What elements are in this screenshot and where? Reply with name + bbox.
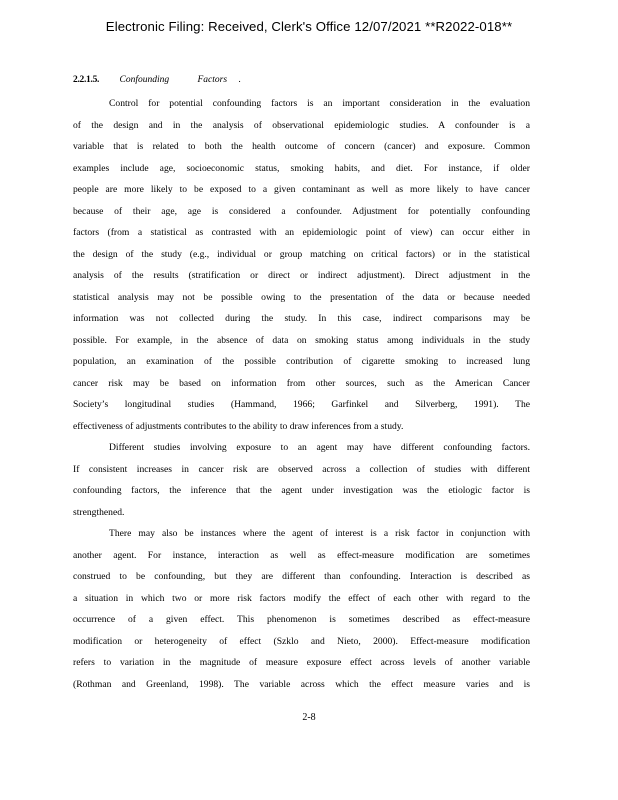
text-line: the design of the study (e.g., individual or group matching on critical factors) or in the statistical (73, 248, 530, 260)
text-line: analysis of the results (stratification or direct or indirect adjustment). Direct adjustment in the (73, 270, 530, 281)
text-line: another agent. For instance, interaction as well as effect-measure modification are sometimes (73, 549, 530, 561)
text-line: examples include age, socioeconomic status, smoking habits, and diet. For instance, if older (73, 162, 530, 174)
text-line: variable that is related to both the health outcome of concern (cancer) and exposure. Common (73, 141, 530, 152)
section-title-trailing: . (238, 75, 241, 85)
body-text (73, 93, 530, 695)
text-line: because of their age, age is considered a confounder. Adjustment for potentially confounding (73, 205, 530, 217)
section-number: 2.2.1.5. (73, 75, 100, 85)
text-line: of the design and in the analysis of observational epidemiologic studies. A confounder is a (73, 119, 530, 131)
text-line: population, an examination of the possible contribution of cigarette smoking to increased lung (73, 356, 530, 367)
text-line: effectiveness of adjustments contributes to the ability to draw inferences from a study. (73, 420, 404, 432)
text-line: information was not collected during the study. In this case, indirect comparisons may be (73, 313, 530, 324)
text-line: Society’s longitudinal studies (Hammand, 1966; Garfinkel and Silverberg, 1991). The (73, 399, 530, 410)
section-title-word-1: Confounding (119, 75, 170, 85)
text-line: Control for potential confounding factors is an important consideration in the evaluation (109, 98, 530, 109)
text-line: people are more likely to be exposed to a given contaminant as well as more likely to have cancer (73, 184, 530, 195)
page-number: 2-8 (302, 712, 316, 723)
text-line: factors (from a statistical as contrasted with an epidemiologic point of view) can occur either in (73, 227, 530, 238)
text-line: refers to variation in the magnitude of measure exposure effect across levels of another variable (73, 657, 530, 668)
text-line: Different studies involving exposure to an agent may have different confounding factors. (109, 442, 530, 453)
text-line: cancer risk may be based on information from other sources, such as the American Cancer (73, 377, 530, 389)
text-line: a situation in which two or more risk factors modify the effect of each other with regard to the (73, 592, 530, 604)
section-title-word-2: Factors (197, 75, 228, 85)
text-line: (Rothman and Greenland, 1998). The variable across which the effect measure varies and is (73, 678, 530, 690)
text-line: If consistent increases in cancer risk are observed across a collection of studies with different (73, 463, 530, 475)
text-line: modification or heterogeneity of effect (Szklo and Nieto, 2000). Effect-measure modification (73, 635, 530, 647)
text-line: occurrence of a given effect. This phenomenon is sometimes described as effect-measure (73, 614, 530, 625)
text-line: statistical analysis may not be possible owing to the presentation of the data or because needed (73, 291, 530, 303)
text-line: construed to be confounding, but they are different than confounding. Interaction is described as (73, 571, 530, 582)
section-heading (73, 75, 241, 85)
text-line: confounding factors, the inference that the agent under investigation was the etiologic factor is (73, 485, 530, 496)
text-line: strengthened. (73, 506, 125, 518)
filing-header: Electronic Filing: Received, Clerk's Office 12/07/2021 **R2022-018** (105, 19, 513, 34)
text-line: There may also be instances where the agent of interest is a risk factor in conjunction with (109, 528, 530, 539)
text-line: possible. For example, in the absence of data on smoking status among individuals in the study (73, 334, 530, 346)
